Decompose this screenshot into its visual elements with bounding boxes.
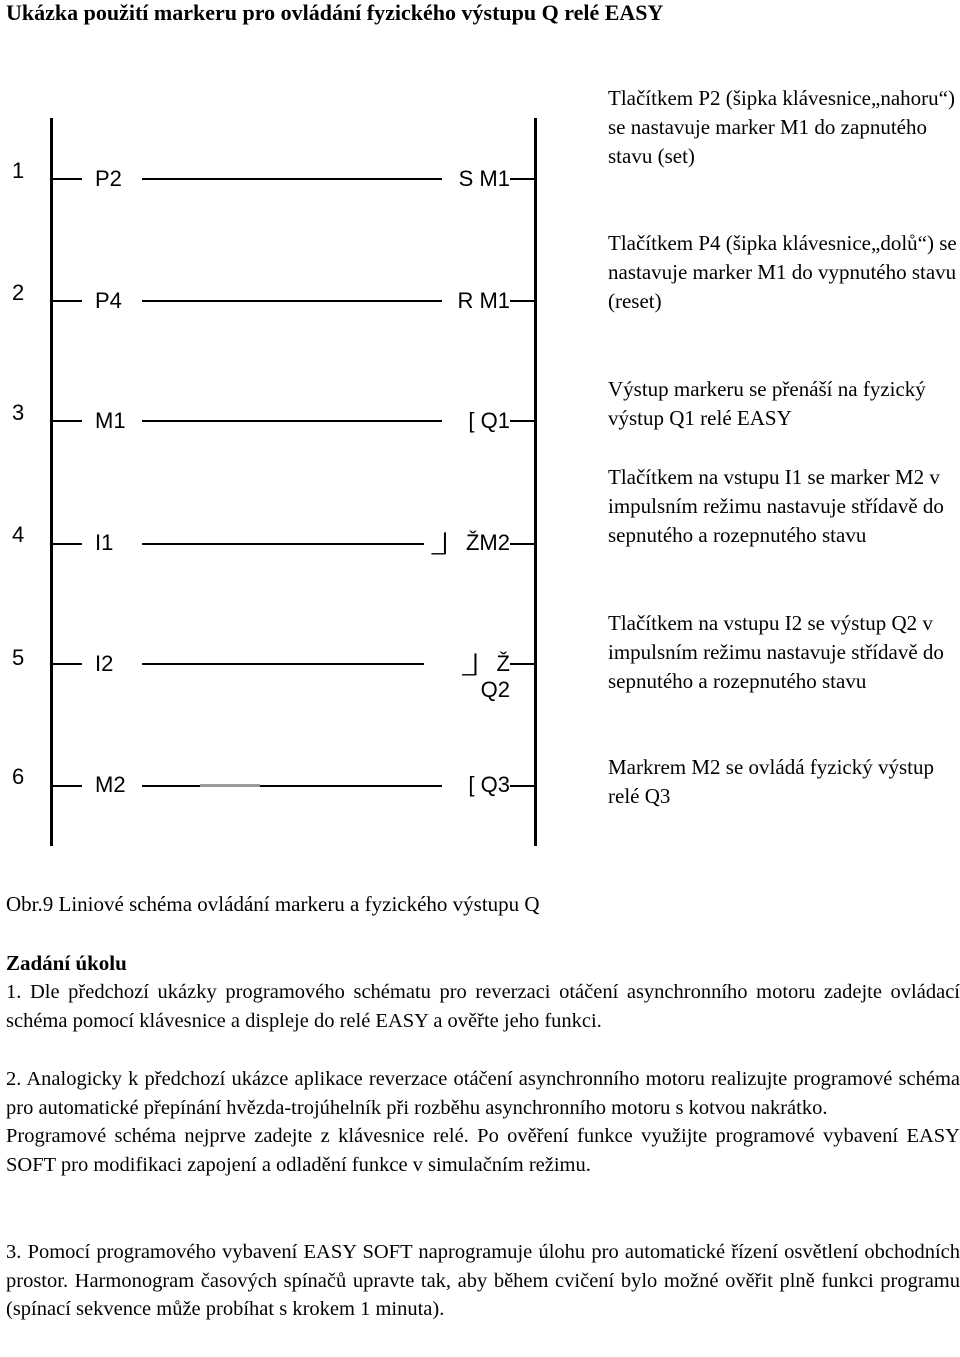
rung-number: 3 — [12, 400, 25, 425]
rung-output: S M1 — [458, 166, 510, 191]
figure-caption: Obr.9 Liniové schéma ovládání markeru a fyzického výstupu Q — [6, 892, 540, 916]
rung-wire — [510, 178, 534, 180]
right-power-rail — [534, 118, 537, 846]
rung-wire — [510, 663, 534, 665]
task-1: 1. Dle předchozí ukázky programového schématu pro reverzaci otáčení asynchronního motoru zadejte ovládací schéma pomocí klávesnice a displeje do relé EASY a ověřte jeho funkci. — [6, 981, 960, 1032]
task-heading: Zadání úkolu — [6, 951, 127, 975]
task-2: 2. Analogicky k předchozí ukázce aplikace reverzace otáčení asynchronního motoru realizujte programové schéma pro automatické přepínání hvězda-trojúhelník při rozběhu asynchronního motoru s kotvou nakrátko. — [6, 1068, 960, 1119]
rung-description: Markrem M2 se ovládá fyzický výstup relé Q3 — [608, 755, 935, 808]
task-paragraph — [6, 978, 960, 1035]
rung-wire — [260, 785, 442, 787]
rung-output: _⎸Ž Q2 — [462, 651, 510, 702]
left-power-rail — [50, 118, 53, 846]
rung-description: Tlačítkem P4 (šipka klávesnice„dolů“) se nastavuje marker M1 do vypnutého stavu (reset) — [608, 231, 957, 313]
task-paragraph — [6, 1238, 960, 1324]
rung-wire — [52, 178, 82, 180]
rung-input: P2 — [95, 166, 122, 191]
rung-number: 6 — [12, 764, 25, 789]
rung-output: R M1 — [457, 288, 510, 313]
task-paragraph — [6, 1065, 960, 1179]
rung-wire — [52, 300, 82, 302]
rung-wire — [52, 785, 82, 787]
rung-wire — [142, 420, 442, 422]
rung-output: [ Q3 — [468, 772, 510, 797]
rung-wire — [510, 300, 534, 302]
rung-input: M1 — [95, 408, 126, 433]
task-3: 3. Pomocí programového vybavení EASY SOFT naprogramuje úlohu pro automatické řízení osvětlení obchodních prostor. Harmonogram časových spínačů upravte tak, aby během cvičení bylo možné ověřit plně funkci programu (spínací sekvence může probíhat s krokem 1 minuta). — [6, 1241, 960, 1321]
rung-wire — [52, 663, 82, 665]
rung-wire — [510, 543, 534, 545]
rung-wire — [142, 785, 200, 787]
rung-wire-highlight — [200, 784, 260, 787]
rung-input: M2 — [95, 772, 126, 797]
task-2-continued: Programové schéma nejprve zadejte z klávesnice relé. Po ověření funkce využijte programové vybavení EASY SOFT pro modifikaci zapojení a odladění funkce v simulačním režimu. — [6, 1125, 960, 1176]
rung-input: P4 — [95, 288, 122, 313]
rung-number: 1 — [12, 158, 25, 183]
rung-wire — [142, 663, 424, 665]
rung-input: I1 — [95, 530, 114, 555]
rung-number: 5 — [12, 645, 25, 670]
rung-output: _⎸ŽM2 — [431, 530, 510, 555]
rung-description: Tlačítkem P2 (šipka klávesnice„nahoru“) se nastavuje marker M1 do zapnutého stavu (set) — [608, 86, 955, 168]
rung-number: 2 — [12, 280, 25, 305]
rung-wire — [52, 543, 82, 545]
rung-input: I2 — [95, 651, 114, 676]
rung-output: [ Q1 — [468, 408, 510, 433]
rung-wire — [142, 178, 442, 180]
rung-wire — [142, 300, 442, 302]
rung-wire — [52, 420, 82, 422]
rung-wire — [510, 420, 534, 422]
rung-wire — [142, 543, 424, 545]
rung-description: Tlačítkem na vstupu I1 se marker M2 v impulsním režimu nastavuje střídavě do sepnutého a rozepnutého stavu — [608, 465, 944, 547]
rung-description: Tlačítkem na vstupu I2 se výstup Q2 v impulsním režimu nastavuje střídavě do sepnutého a rozepnutého stavu — [608, 611, 944, 693]
rung-wire — [510, 785, 534, 787]
rung-description: Výstup markeru se přenáší na fyzický výstup Q1 relé EASY — [608, 377, 926, 430]
page-title: Ukázka použití markeru pro ovládání fyzického výstupu Q relé EASY — [6, 0, 664, 25]
rung-number: 4 — [12, 522, 25, 547]
